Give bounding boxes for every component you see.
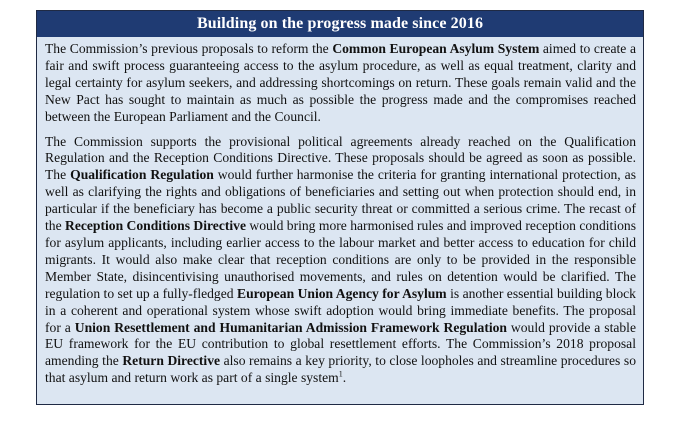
p2-text-4: is another essential building block in a coherent and operational system whose swift adoption would bring immediate benefits. The proposal for a [45, 285, 636, 335]
p2-bold-euaa: European Union Agency for Asylum [237, 285, 447, 301]
paragraph-1 [45, 41, 636, 126]
p1-text-2: aimed to create a fair and swift process guaranteeing access to the asylum procedure, as well as equal treatment, clarity and legal certainty for asylum seekers, and addressing shortcomings on return. These goals remain valid and the New Pact has sought to maintain as much as possible the progress made and the compromises reached between the European Parliament and the Council. [45, 41, 636, 124]
box-title: Building on the progress made since 2016 [37, 11, 643, 37]
box-body [37, 37, 643, 387]
p2-text-7: . [342, 370, 347, 386]
p2-bold-reception-directive: Reception Conditions Directive [65, 218, 246, 234]
p2-bold-qualification-regulation: Qualification Regulation [70, 167, 214, 183]
page-top-margin [36, 0, 644, 10]
p1-text-1: The Commission’s previous proposals to reform the [45, 41, 333, 56]
p2-text-6: also remains a key priority, to close loopholes and streamline procedures so that asylum and return work as part of a single system [45, 353, 636, 386]
p1-bold-ceas: Common European Asylum System [332, 41, 540, 56]
info-box [36, 10, 644, 405]
p2-text-1: The Commission supports the provisional political agreements already reached on the Qualification Regulation and the Reception Conditions Directive. These proposals should be agreed as soon as possible. The [45, 133, 636, 183]
p2-text-5: would provide a stable EU framework for the EU contribution to global resettlement efforts. The Commission’s 2018 proposal amending the [45, 319, 636, 369]
p2-text-3: would bring more harmonised rules and improved reception conditions for asylum applicants, including earlier access to the labour market and better access to education for child migrants. It would also make clear that reception conditions are only to be provided in the responsible Member State, disincentivising unauthorised movements, and rules on detention would be clarified. The regulation to set up a fully-fledged [45, 218, 636, 301]
p2-bold-resettlement-regulation: Union Resettlement and Humanitarian Admission Framework Regulation [74, 319, 507, 335]
paragraph-2 [45, 134, 636, 388]
footnote-ref[interactable]: 1 [338, 369, 343, 379]
p2-bold-return-directive: Return Directive [122, 353, 221, 369]
p2-text-2: would further harmonise the criteria for granting international protection, as well as clarifying the rights and obligations of beneficiaries and setting out when protection should end, in particular if the beneficiary has become a public security threat or committed a serious crime. The recast of the [45, 167, 636, 234]
